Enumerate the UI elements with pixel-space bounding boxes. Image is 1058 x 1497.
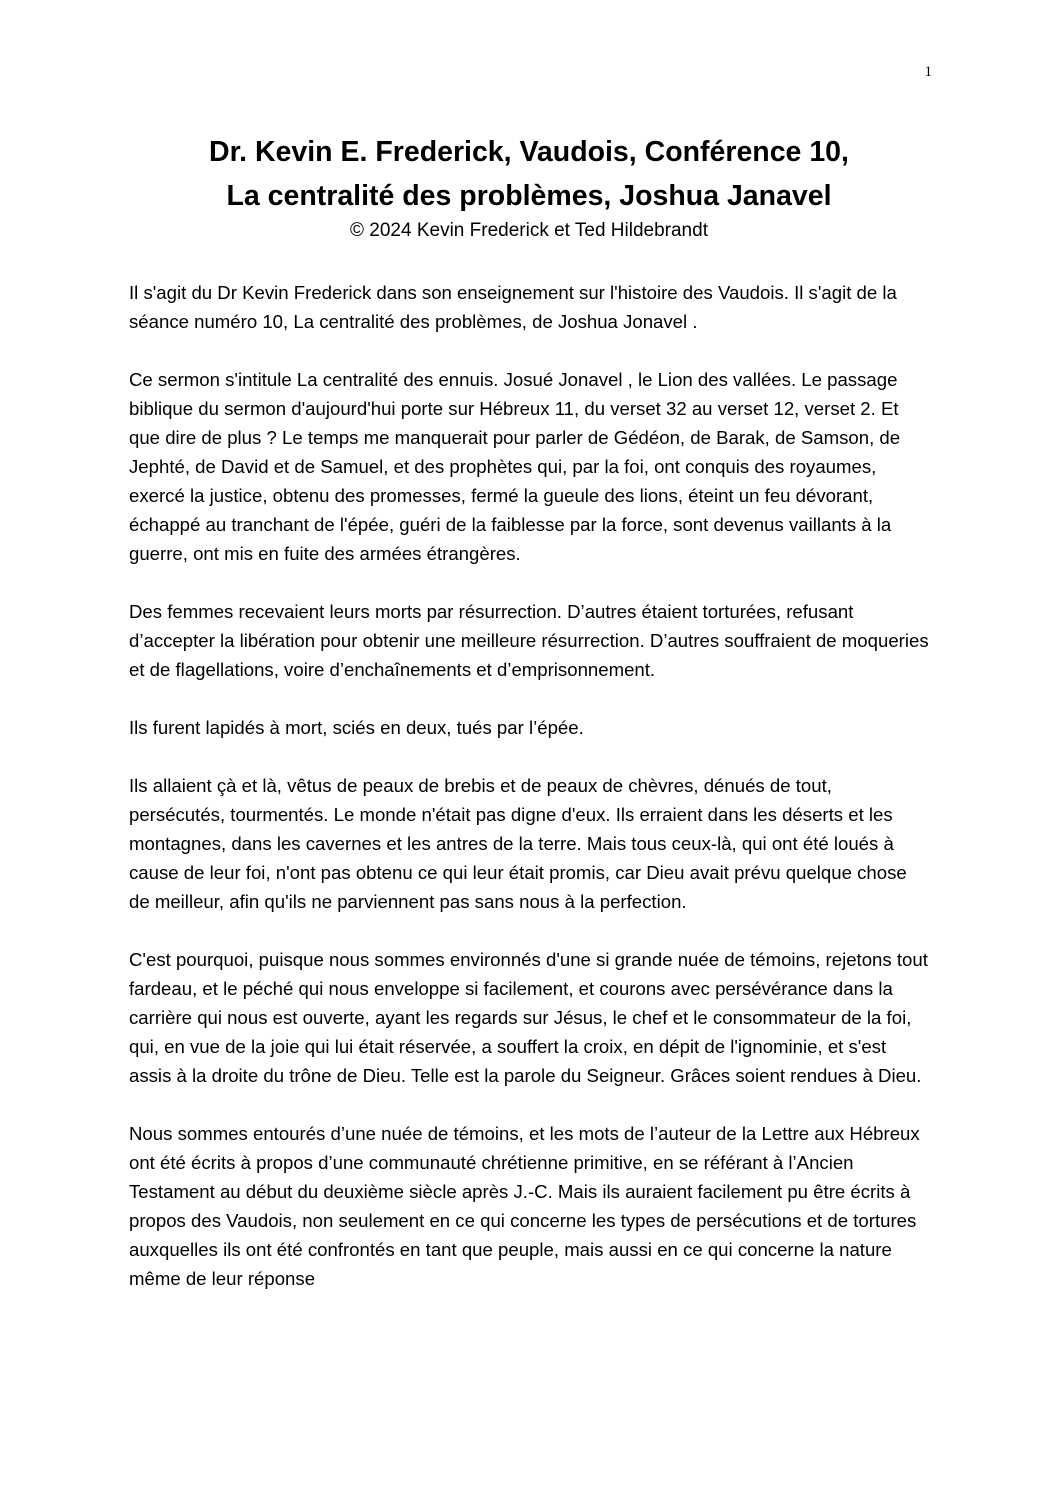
page-number: 1 (924, 64, 932, 80)
document-title-line-2: La centralité des problèmes, Joshua Janavel (226, 180, 832, 212)
paragraph: Ce sermon s'intitule La centralité des ennuis. Josué Jonavel , le Lion des vallées. Le passage biblique du sermon d'aujourd'hui porte sur Hébreux 11, du verset 32 au verset 12, verset 2. Et que dire de plus ? Le temps me manquerait pour parler de Gédéon, de Barak, de Samson, de Jephté, de David et de Samuel, et des prophètes qui, par la foi, ont conquis des royaumes, exercé la justice, obtenu des promesses, fermé la gueule des lions, éteint un feu dévorant, échappé au tranchant de l'épée, guéri de la faiblesse par la force, sont devenus vaillants à la guerre, ont mis en fuite des armées étrangères. (129, 369, 901, 564)
paragraph: Ils furent lapidés à mort, sciés en deux, tués par l’épée. (129, 717, 584, 738)
paragraph: C'est pourquoi, puisque nous sommes environnés d'une si grande nuée de témoins, rejetons tout fardeau, et le péché qui nous enveloppe si facilement, et courons avec persévérance dans la carrière qui nous est ouverte, ayant les regards sur Jésus, le chef et le consommateur de la foi, qui, en vue de la joie qui lui était réservée, a souffert la croix, en dépit de l'ignominie, et s'est assis à la droite du trône de Dieu. Telle est la parole du Seigneur. Grâces soient rendues à Dieu. (129, 949, 928, 1086)
paragraph: Il s'agit du Dr Kevin Frederick dans son enseignement sur l'histoire des Vaudois. Il s'agit de la séance numéro 10, La centralité des problèmes, de Joshua Jonavel . (129, 282, 897, 332)
paragraph: Ils allaient çà et là, vêtus de peaux de brebis et de peaux de chèvres, dénués de tout, persécutés, tourmentés. Le monde n'était pas digne d'eux. Ils erraient dans les déserts et les montagnes, dans les cavernes et les antres de la terre. Mais tous ceux-là, qui ont été loués à cause de leur foi, n'ont pas obtenu ce qui leur était promis, car Dieu avait prévu quelque chose de meilleur, afin qu'ils ne parviennent pas sans nous à la perfection. (129, 775, 907, 912)
paragraph: Des femmes recevaient leurs morts par résurrection. D’autres étaient torturées, refusant d’accepter la libération pour obtenir une meilleure résurrection. D’autres souffraient de moqueries et de flagellations, voire d’enchaînements et d’emprisonnement. (129, 601, 929, 680)
paragraph: Nous sommes entourés d’une nuée de témoins, et les mots de l’auteur de la Lettre aux Hébreux ont été écrits à propos d’une communauté chrétienne primitive, en se référant à l’Ancien Testament au début du deuxième siècle après J.-C. Mais ils auraient facilement pu être écrits à propos des Vaudois, non seulement en ce qui concerne les types de persécutions et de tortures auxquelles ils ont été confrontés en tant que peuple, mais aussi en ce qui concerne la nature même de leur réponse (129, 1123, 920, 1289)
copyright-notice: © 2024 Kevin Frederick et Ted Hildebrandt (350, 220, 708, 241)
document-title-line-1: Dr. Kevin E. Frederick, Vaudois, Conférence 10, (209, 136, 849, 168)
document-body (129, 278, 929, 1322)
document-header (100, 130, 958, 244)
